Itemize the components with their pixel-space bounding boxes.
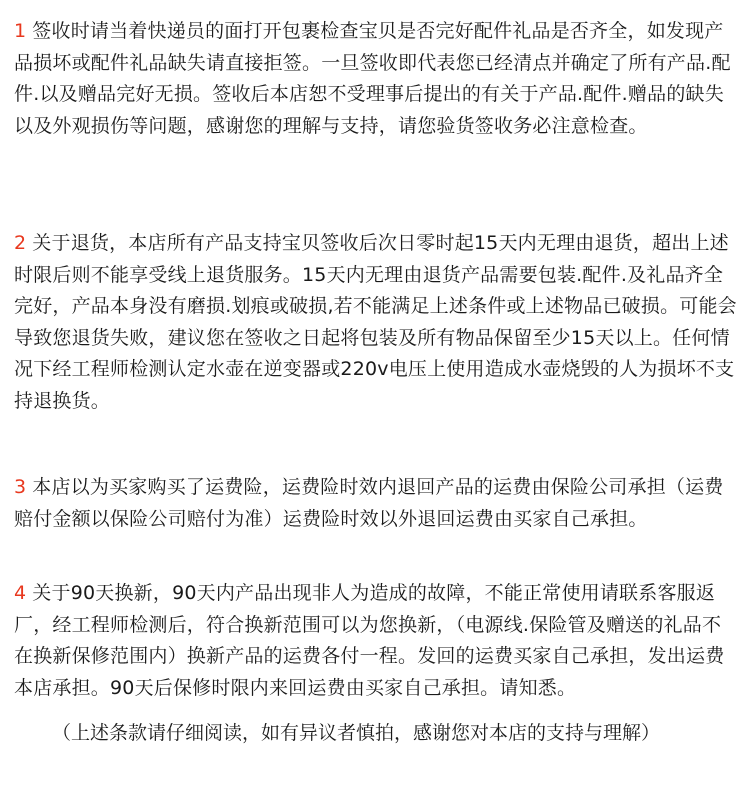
paragraph-text: 关于退货，本店所有产品支持宝贝签收后次日零时起15天内无理由退货，超出上述时限后则不能享受线上退货服务。15天内无理由退货产品需要包装.配件.及礼品齐全完好，产品本身没有磨损.划痕或破损,若不能满足上述条件或上述物品已破损。可能会导致您退货失败，建议您在签收之日起将包装及所有物品保留至少15天以上。任何情况下经工程师检测认定水壶在逆变器或220v电压上使用造成水壶烧毁的人为损坏不支持退换货。 xyxy=(14,232,737,412)
paragraph-text: 签收时请当着快递员的面打开包裹检查宝贝是否完好配件礼品是否齐全，如发现产品损坏或配件礼品缺失请直接拒签。一旦签收即代表您已经清点并确定了所有产品.配件.以及赠品完好无损。签收后本店恕不受理事后提出的有关于产品.配件.赠品的缺失以及外观损伤等问题，感谢您的理解与支持，请您验货签收务必注意检查。 xyxy=(14,20,731,137)
paragraph-text: 本店以为买家购买了运费险，运费险时效内退回产品的运费由保险公司承担（运费赔付金额以保险公司赔付为准）运费险时效以外退回运费由买家自己承担。 xyxy=(14,476,724,530)
policy-paragraph-inspection xyxy=(14,16,740,142)
paragraph-number: 1 xyxy=(14,20,27,42)
paragraph-number: 3 xyxy=(14,476,27,498)
policy-paragraph-shipping-insurance xyxy=(14,472,740,535)
paragraph-number: 2 xyxy=(14,232,27,254)
paragraph-number: 4 xyxy=(14,582,27,604)
closing-note: （上述条款请仔细阅读，如有异议者慎拍，感谢您对本店的支持与理解） xyxy=(52,722,661,744)
paragraph-text: 关于90天换新，90天内产品出现非人为造成的故障，不能正常使用请联系客服返厂，经工程师检测后，符合换新范围可以为您换新，（电源线.保险管及赠送的礼品不在换新保修范围内）换新产品的运费各付一程。发回的运费买家自己承担，发出运费本店承担。90天后保修时限内来回运费由买家自己承担。请知悉。 xyxy=(14,582,725,699)
policy-paragraph-90-day-replacement xyxy=(14,578,740,704)
policy-paragraph-returns xyxy=(14,228,740,417)
